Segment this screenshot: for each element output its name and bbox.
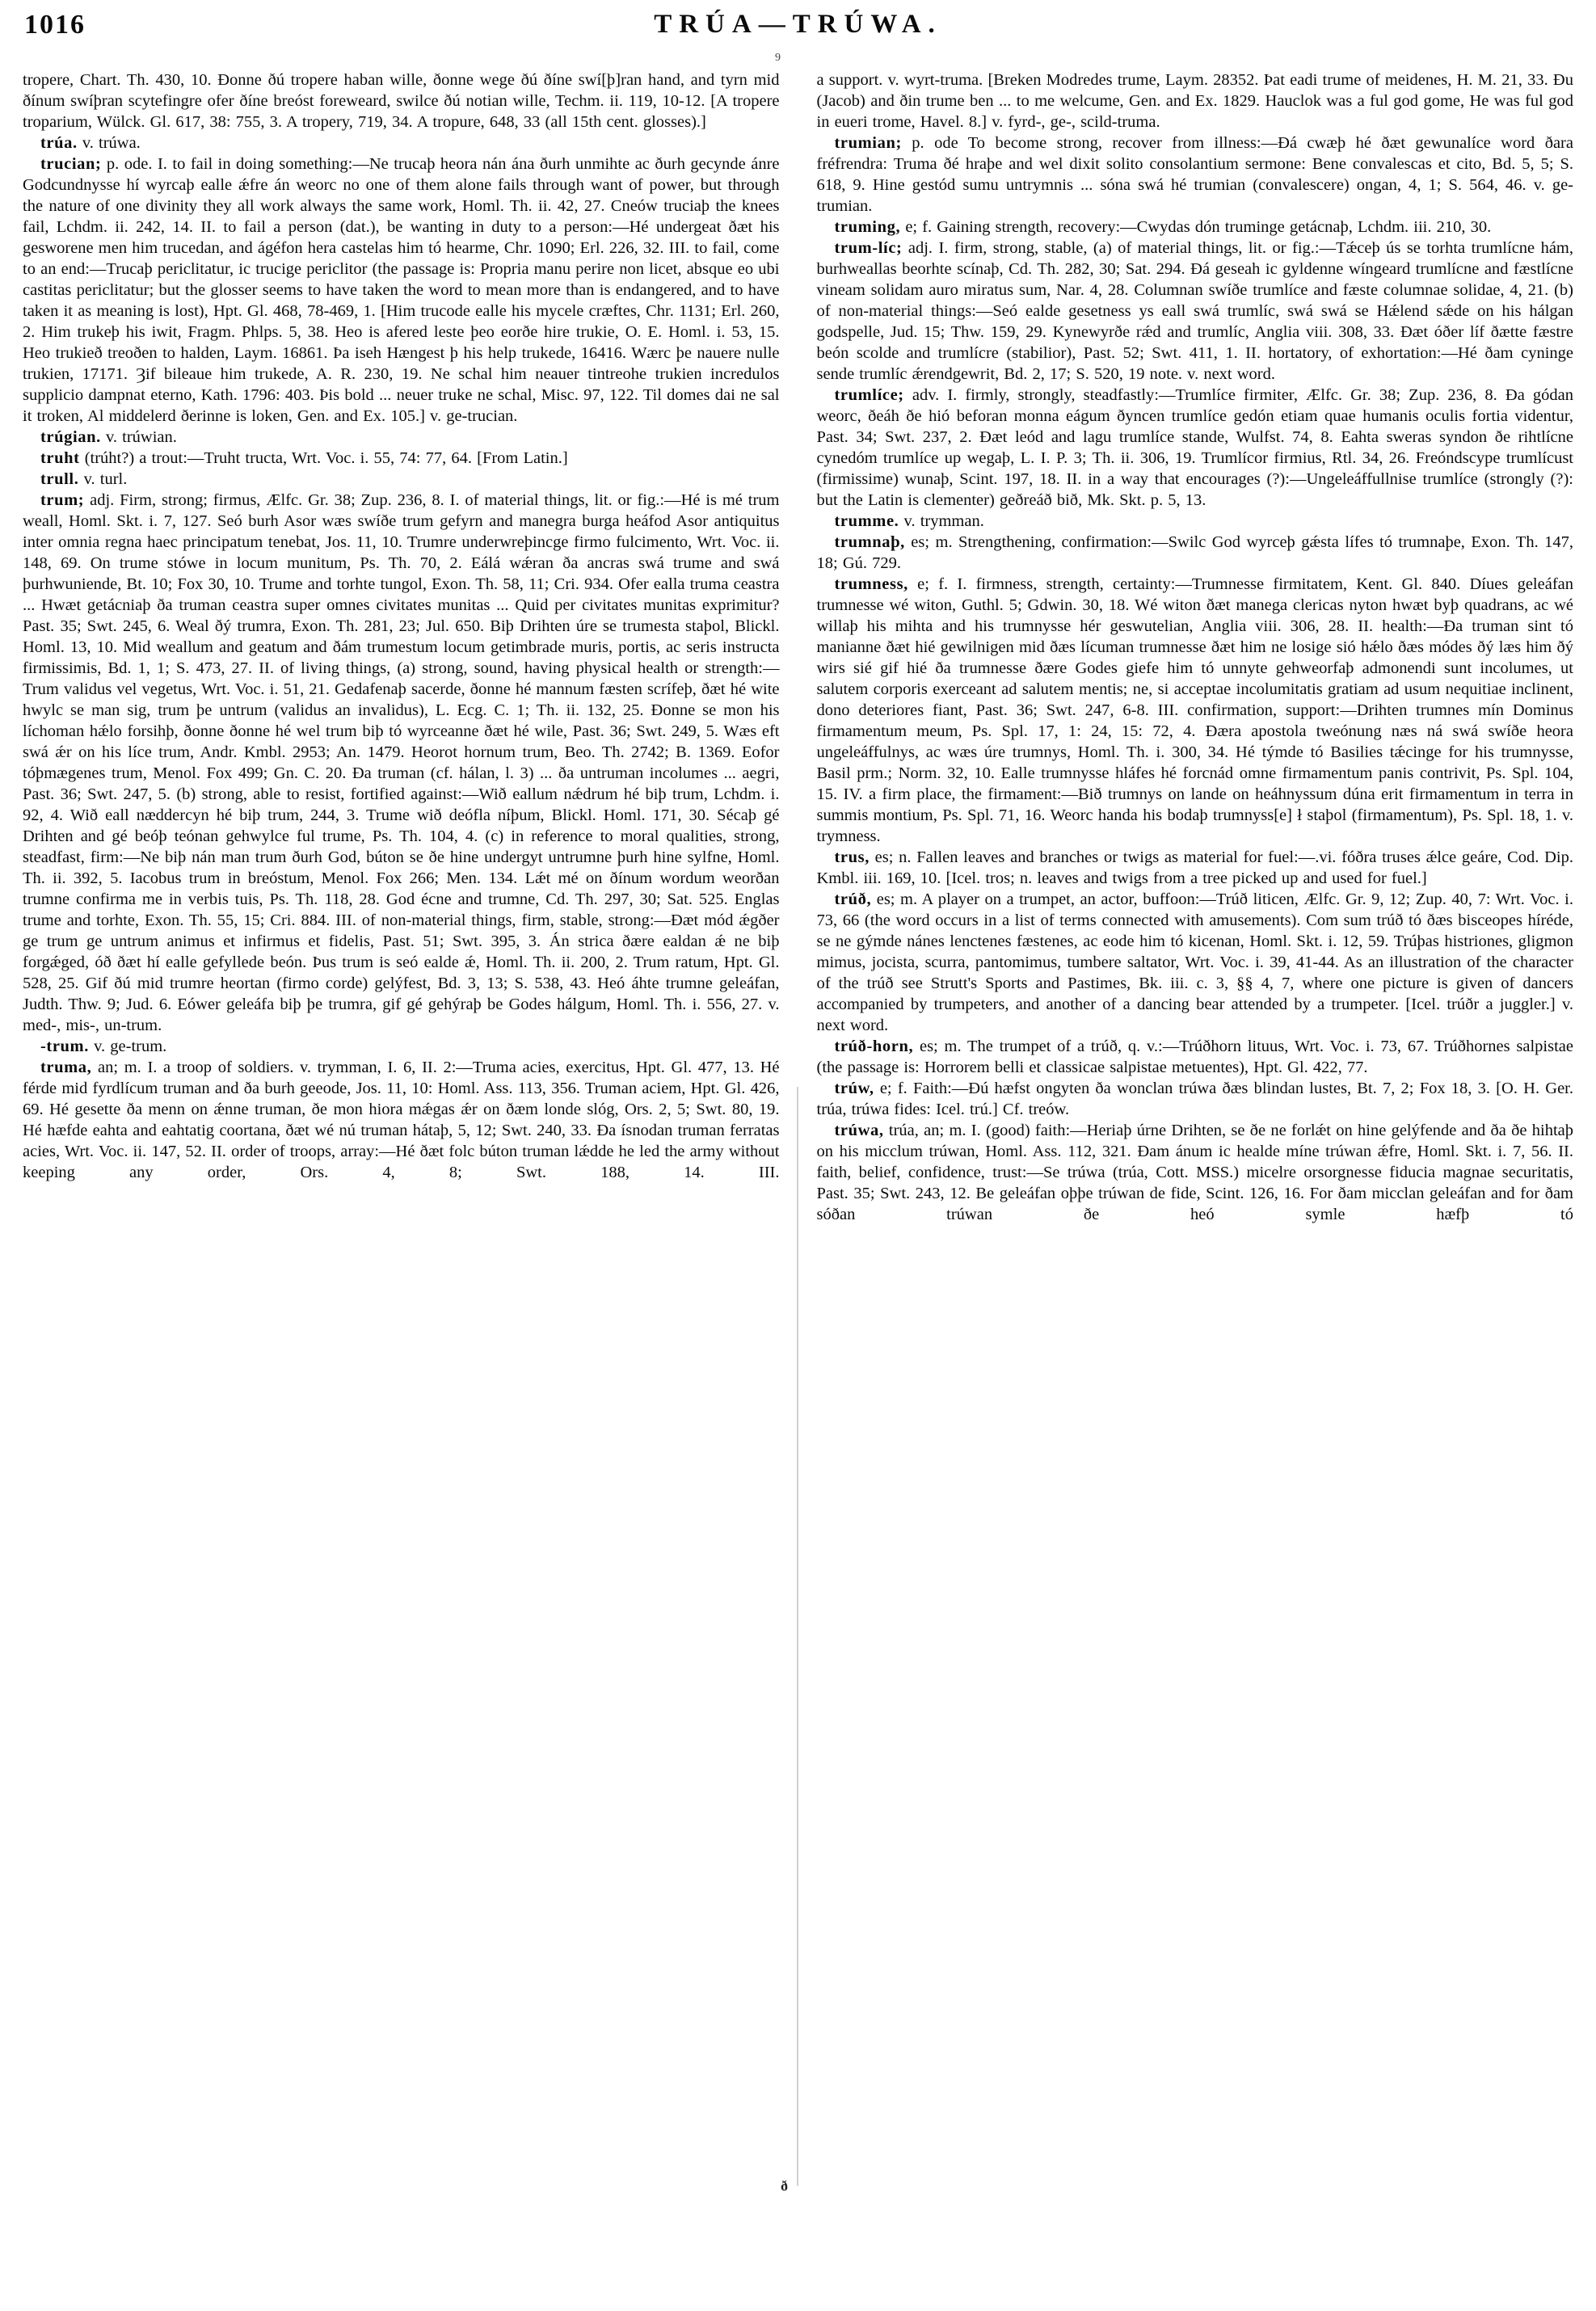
headword: trúa. [40,134,78,152]
press-mark: ð [781,2178,788,2194]
dictionary-entry: trum; adj. Firm, strong; firmus, Ælfc. Gr. 38; Zup. 236, 8. I. of material things, lit. or fig.:—Hé is mé trum weall, Homl. Skt. i. 7, 127. Seó burh Asor wæs swíðe trum gefyrn and manegra burga heáfod Asor antiquitus inter omnia regna haec principatum tenebat, Jos. 11, 10. Trumre underwreþincge firmo fulcimento, Wrt. Voc. ii. 148, 69. On trume stówe in locum munitum, Ps. Th. 70, 2. Eálá wǽran ða ancras swá trume and swá þurhwuniende, Bt. 10; Fox 30, 10. Trume and torhte tungol, Exon. Th. 58, 11; Cri. 934. Ofer ealla truma ceastra ... Hwæt getácniaþ ða truman ceastra super omnes civitates munitas ... Quid per civitates munitas exprimitur? Past. 35; Swt. 245, 6. Weal ðý trumra, Exon. Th. 281, 23; Jul. 650. Biþ Drihten úre se trumesta staþol, Blickl. Homl. 13, 10. Mid weallum and geatum and ðám trumestum locum getimbrade muris, portis, ac seris instructa firmissimis, Bd. 1, 1; S. 473, 27. II. of living things, (a) strong, sound, having physical health or strength:—Trum validus vel vegetus, Wrt. Voc. i. 51, 21. Gedafenaþ sacerde, ðonne hé mannum fæsten scrífeþ, ðæt hé wite hwylc se man sig, trum þe untrum (validus an invalidus), L. Ecg. C. 1; Th. ii. 132, 25. Ðonne se mon his líchoman hǽlo forsihþ, ðonne ðonne hé wel trum biþ tó wyrceanne ðæt hé wile, Past. 36; Swt. 249, 5. Wæs eft swá ǽr on his líce trum, Andr. Kmbl. 2953; An. 1479. Heorot hornum trum, Beo. Th. 2742; B. 1369. Eofor tóþmægenes trum, Menol. Fox 499; Gn. C. 20. Ða truman (cf. hálan, l. 3) ... ða untruman incolumes ... aegri, Past. 36; Swt. 247, 5. (b) strong, able to resist, fortified against:—Wið eallum nǽdrum hé biþ trum, Lchdm. i. 92, 4. Wið eall næddercyn hé biþ trum, 244, 3. Trume wið deófla níþum, Blickl. Homl. 171, 30. Sécaþ gé Drihten and gé beóþ teónan gehwylce ful trume, Ps. Th. 104, 4. (c) in reference to moral qualities, strong, steadfast, firm:—Ne biþ nán man trum ðurh God, búton se ðe hine undergyt untrumne þurh hine sylfne, Homl. Th. ii. 392, 5. Iacobus trum in breóstum, Menol. Fox 266; Men. 134. Lǽt mé on ðínum wordum weorðan trumne confirma me in verbis tuis, Ps. Th. 118, 28. God écne and trumne, Cd. Th. 297, 30; Sat. 525. Englas trume and torhte, Exon. Th. 55, 15; Cri. 884. III. of non-material things, firm, stable, strong:—Ðæt mód ǽgðer ge trum ge untrum animus et infirmus et fidelis, Past. 51; Swt. 395, 3. Án strica ðære ealdan ǽ ne biþ forgǽged, óð ðæt hí ealle gefyllede beón. Þus trum is seó ealde ǽ, Homl. Th. ii. 200, 2. Trum ratum, Hpt. Gl. 528, 25. Gif ðú mid trumre heortan (firmo corde) gelýfest, Bd. 3, 13; S. 538, 43. Heó áhte trumne geleáfan, Judth. Thw. 9; Jud. 6. Eówer geleáfa biþ þe trumra, gif gé gehýraþ be Godes hálgum, Homl. Th. i. 556, 27. v. med-, mis-, un-trum. [23,491,780,1034]
dictionary-entry: tropere, Chart. Th. 430, 10. Ðonne ðú tropere haban wille, ðonne wege ðú ðíne swí[þ]ran hand, and tyrn mid ðínum swíþran scytefingre ofer ðíne breóst foreweard, swilce ðú notian wille, Techm. ii. 119, 10-12. [A tropere troparium, Wülck. Gl. 617, 38: 755, 3. A tropery, 719, 34. A tropure, 648, 33 (all 15th cent. glosses).] [23,71,780,131]
headword: truma, [40,1059,92,1076]
gutter-mark: 9 [775,52,781,64]
right-column [817,69,1574,1225]
dictionary-entry: trumnaþ, es; m. Strengthening, confirmation:—Swilc God wyrceþ gǽsta lífes tó trumnaþe, Exon. Th. 147, 18; Gú. 729. [816,533,1573,572]
headword: trucian; [40,155,102,173]
headword: trumian; [834,134,902,152]
dictionary-entry: truma, an; m. I. a troop of soldiers. v. trymman, I. 6, II. 2:—Truma acies, exercitus, Hpt. Gl. 477, 13. Hé férde mid fyrdlícum truman and ða burh geeode, Jos. 11, 10: Homl. Ass. 113, 356. Truman aciem, Hpt. Gl. 426, 69. Hé gesette ða menn on ǽnne truman, ðe mon hiora mǽgas ǽr on ðæm londe slóg, Ors. 2, 5; Swt. 80, 19. Hé hæfde eahta and eahtatig coortana, ðæt wé nú truman hátaþ, 5, 12; Swt. 240, 33. Ða ísnodan truman ferratas acies, Wrt. Voc. ii. 147, 52. II. order of troops, array:—Hé ðæt folc búton truman lǽdde he led the army without keeping any order, Ors. 4, 8; Swt. 188, 14. III. [23,1059,780,1181]
headword: trumme. [834,512,899,530]
headword: trull. [40,470,79,488]
dictionary-entry: truming, e; f. Gaining strength, recovery:—Cwydas dón truminge getácnaþ, Lchdm. iii. 210, 30. [834,218,1492,236]
dictionary-entry: trúa. v. trúwa. [40,134,141,152]
page-number: 1016 [24,10,86,40]
headword: trúð, [834,890,872,908]
dictionary-entry: trúð-horn, es; m. The trumpet of a trúð, q. v.:—Trúðhorn lituus, Wrt. Voc. i. 73, 67. Trúðhornes salpistae (the passage is: Horrorem belli et classicae salpistae metuentes), Hpt. Gl. 422, 77. [816,1038,1573,1076]
dictionary-entry: trúð, es; m. A player on a trumpet, an actor, buffoon:—Trúð liticen, Ælfc. Gr. 9, 12; Zup. 40, 7: Wrt. Voc. i. 73, 66 (the word occurs in a list of terms connected with amusements). Com sum trúð tó ðæs bisceopes híréde, se ne gýmde nánes lenctenes fæstenes, ac eode him tó kicenan, Homl. Skt. i. 12, 59. Trúþas histriones, gligmon mimus, jocista, scurra, pantomimus, tumbere saltator, Wrt. Voc. i. 39, 41-44. As an illustration of the character of the trúð see Strutt's Sports and Pastimes, Bk. iii. c. 3, §§ 4, 7, where one picture is given of dancers accompanied by trumpeters, and another of a dancing bear attended by a trumpeter. [Icel. trúðr a juggler.] v. next word. [816,890,1573,1034]
dictionary-entry: trúgian. v. trúwian. [40,428,177,446]
dictionary-entry: trumness, e; f. I. firmness, strength, certainty:—Trumnesse firmitatem, Kent. Gl. 840. Díues geleáfan trumnesse wé witon, Guthl. 5; Gdwin. 30, 18. Wé witon ðæt manega clericas nyton hwæt byþ quadrans, ac wé willaþ his mihta and his trumnysse hér geswutelian, Anglia viii. 306, 28. II. health:—Ða truman sint tó manianne ðæt hié gewilnigen mid ðæs lícuman trumnesse ðæt him ne losige sió hǽlo ðæs módes ðý læs him ðý wirs sié gif hié ða trumnesse ðære Godes giefe him tó unnyte gehweorfaþ admonendi sunt incolumes, ut salutem corporis exerceant ad salutem mentis; ne, si acceptae incolumitatis gratiam ad usum nequitiae inclinent, dono deteriores fiant, Past. 36; Swt. 247, 6-8. III. confirmation, support:—Drihten trumnes mín Dominus firmamentum meum, Ps. Spl. 17, 1: 24, 15: 72, 4. Ðæra apostola tweónung næs ná swá swíðe heora ungeleáffulnys, ac wæs úre trumnys, Homl. Th. i. 300, 34. Hé týmde tó Basilies tǽcinge for his trumnysse, Basil prm.; Norm. 32, 10. Ealle trumnysse hláfes hé forcnád omne firmamentum panis contrivit, Ps. Spl. 104, 15. IV. a firm place, the firmament:—Bið trumnys on lande on heáhnyssum dúna erit firmamentum in terra in summis montium, Ps. Spl. 71, 16. Weorc handa his bodaþ trumnyss[e] ł staþol (firmamentum), Ps. Spl. 18, 1. v. trymness. [816,575,1573,845]
dictionary-entry: a support. v. wyrt-truma. [Breken Modredes trume, Laym. 28352. Þat eadi trume of meidenes, H. M. 21, 33. Ðu (Jacob) and ðin trume ben ... to me welcume, Gen. and Ex. 1829. Hauclok was a ful god gome, He was ful god in eueri trome, Havel. 8.] v. fyrd-, ge-, scild-truma. [816,71,1573,131]
dictionary-entry: trúwa, trúa, an; m. I. (good) faith:—Heriaþ úrne Drihten, se ðe ne forlǽt on hine gelýfende and ða ðe hihtaþ on his micclum trúwan, Homl. Ass. 112, 321. Ðam ánum ic healde míne trúwan ǽfre, Homl. Skt. i. 7, 56. II. faith, belief, confidence, trust:—Se trúwa (trúa, Cott. MSS.) micelre orsorgnesse fiducia magnae securitatis, Past. 35; Swt. 243, 12. Be geleáfan oþþe trúwan de fide, Scint. 126, 16. For ðam micclan geleáfan and for ðam sóðan trúwan ðe heó symle hæfþ tó [816,1122,1573,1223]
headword: trúw, [834,1080,874,1097]
dictionary-entry: trull. v. turl. [40,470,128,488]
headword: trumness, [834,575,908,593]
dictionary-entry: trus, es; n. Fallen leaves and branches or twigs as material for fuel:—.vi. fóðra truses ǽlce geáre, Cod. Dip. Kmbl. iii. 169, 10. [Icel. tros; n. leaves and twigs from a tree picked up and used for fuel.] [816,848,1573,887]
dictionary-entry: trumian; p. ode To become strong, recover from illness:—Ðá cwæþ hé ðæt gewunalíce word ðara fréfrendra: Truma ðé hraþe and wel dixit solito consolantium sermone: Bene convalescas et cito, Bd. 5, 5; S. 618, 9. Hine gestód sumu untrymnis ... sóna swá hé trumian (convalescere) ongan, 4, 1; S. 564, 46. v. ge-trumian. [816,134,1573,215]
left-column [23,69,780,1225]
headword: trumnaþ, [834,533,905,551]
headword: trumlíce; [834,386,904,404]
dictionary-entry: -trum. v. ge-trum. [40,1038,167,1055]
headword: trúgian. [40,428,101,446]
headword: -trum. [40,1038,89,1055]
dictionary-entry: trumlíce; adv. I. firmly, strongly, steadfastly:—Trumlíce firmiter, Ælfc. Gr. 38; Zup. 236, 8. Ða gódan weorc, ðeáh ðe hió beforan monna eágum ðyncen trumlíce gedón etiam quae humanis oculis fortia videntur, Past. 34; Swt. 237, 2. Ðæt leód and lagu trumlíce stande, Wulfst. 74, 8. Eahta sweras syndon ðe rihtlícne cynedóm trumlíce up wegaþ, L. I. P. 3; Th. ii. 306, 19. Trumlícor firmius, Rtl. 34, 26. Freóndscype trumlícust (firmissime) wunaþ, Scint. 197, 18. II. in a way that encourages (?):—Ungeleáffullnise trumlíce (strongly (?): but the Latin is clementer) geðreáð bið, Mk. Skt. p. 5, 13. [816,386,1573,509]
headword: trúð-horn, [834,1038,914,1055]
dictionary-entry: trumme. v. trymman. [834,512,984,530]
text-columns [23,69,1573,1225]
dictionary-entry: trucian; p. ode. I. to fail in doing something:—Ne trucaþ heora nán ána ðurh unmihte ac ðurh gecynde ánre Godcundnysse hí wyrcaþ ealle ǽfre án weorc no one of them alone fails through want of power, but through the nature of one divinity they all work always the same work, Homl. Th. ii. 42, 27. Cneów truciaþ the knees fail, Lchdm. ii. 242, 14. II. to fail a person (dat.), be wanting in duty to a person:—Hé undergeat ðæt his gesworene men him trucedan, and ágéfon hera castelas him tó hearme, Chr. 1090; Erl. 226, 32. III. to fail, come to an end:—Trucaþ periclitatur, ic trucige periclitor (the passage is: Propria manu perire non licet, absque eo ubi castitas periclitatur; but the glosser seems to have taken the word to mean more than is endangered, and to have taken it as meaning is lost), Hpt. Gl. 468, 78-469, 1. [Him trucode ealle his mycele cræftes, Chr. 1131; Erl. 260, 2. Him trukeþ his iwit, Fragm. Phlps. 5, 38. Heo is afered leste þeo eorðe hire trukie, O. E. Homl. i. 53, 15. Heo trukieð treoðen to halden, Laym. 16861. Þa iseh Hængest þ his help trukede, 16416. Wærc þe nauere nulle trukien, 17171. Ȝif bileaue him trukede, A. R. 230, 19. Ne schal him neauer tintreohe trukien incredulos supplicio dampnat eterno, Kath. 1796: 403. Þis bold ... neuer truke ne schal, Misc. 97, 122. Til domes dai ne sal it troken, Al middelerd ðerinne is loken, Gen. and Ex. 105.] v. ge-trucian. [23,155,780,425]
dictionary-entry: trum-líc; adj. I. firm, strong, stable, (a) of material things, lit. or fig.:—Tǽceþ ús se torhta trumlícne hám, burhweallas beorhte scínaþ, Cd. Th. 282, 30; Sat. 294. Ðá geseah ic gyldenne wíngeard trumlícne and fæstlícne vineam solidam auro miratus sum, Nar. 4, 28. Columnan swíðe trumlíce and fæste columnae solidae, 4, 21. (b) of non-material things:—Seó ealde gesetness ys eall swá trumlíc, swá swá se Hǽlend sǽde on his hálgan godspelle, Jud. 15; Thw. 159, 29. Kynewyrðe rǽd and trumlíc, Anglia viii. 308, 33. Ðæt óðer líf ðætte fæstre beón scolde and trumlícre (stabilior), Past. 52; Swt. 411, 1. II. hortatory, of exhortation:—Hé ðam cyninge sende trumlíc ǽrendgewrit, Bd. 2, 17; S. 520, 19 note. v. next word. [816,239,1573,383]
headword: trum-líc; [834,239,903,257]
headword: truht [40,449,80,467]
headword: trus, [834,848,870,866]
dictionary-entry: truht (trúht?) a trout:—Truht tructa, Wrt. Voc. i. 55, 74: 77, 64. [From Latin.] [40,449,568,467]
headword: trum; [40,491,85,509]
running-title: TRÚA—TRÚWA. [654,10,942,39]
dictionary-entry: trúw, e; f. Faith:—Ðú hæfst ongyten ða wonclan trúwa ðæs blindan lustes, Bt. 7, 2; Fox 18, 3. [O. H. Ger. trúa, trúwa fides: Icel. trú.] Cf. treów. [816,1080,1573,1118]
headword: trúwa, [834,1122,884,1139]
column-gutter-rule [797,1087,798,2186]
headword: truming, [834,218,901,236]
